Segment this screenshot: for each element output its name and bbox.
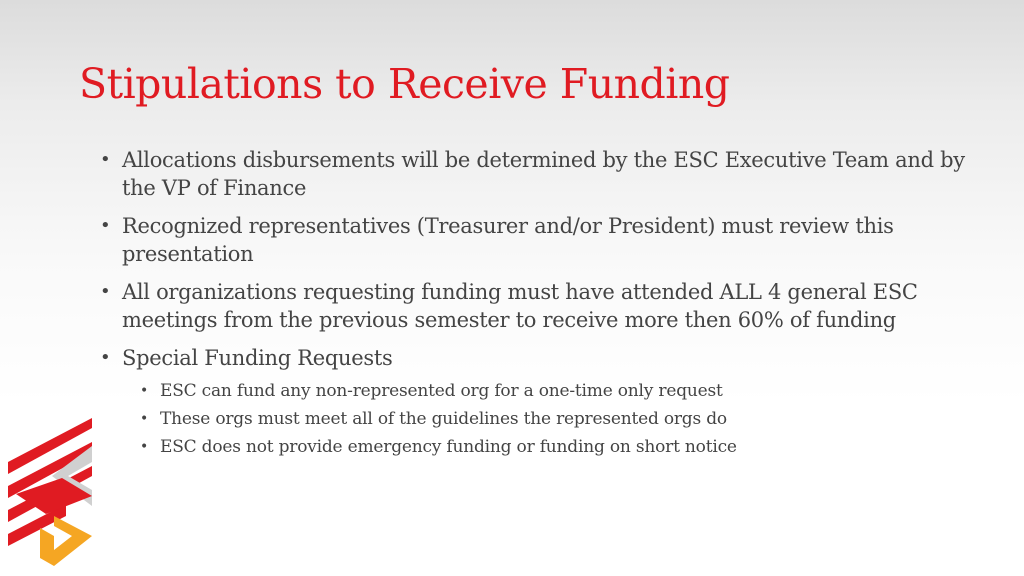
bullet-text: Allocations disbursements will be determined by the ESC Executive Team and by the VP of Finance [122, 148, 965, 200]
bullet-item [100, 146, 980, 202]
bullet-item [100, 212, 980, 268]
logo-orange-chevron [54, 516, 92, 566]
sub-bullet-item [122, 405, 980, 433]
bullet-text: Special Funding Requests [122, 346, 393, 370]
bullet-item [100, 344, 980, 461]
sub-bullet-item [122, 377, 980, 405]
bullet-dot-icon: • [100, 215, 111, 236]
sub-bullet-text: These orgs must meet all of the guidelines the represented orgs do [160, 409, 727, 429]
bullet-dot-icon: • [100, 281, 111, 302]
esc-logo-icon [6, 418, 100, 568]
sub-bullet-dot-icon: • [140, 411, 149, 427]
bullet-text: Recognized representatives (Treasurer and/or President) must review this presentation [122, 214, 894, 266]
logo-orange-band [40, 528, 54, 566]
bullet-text: All organizations requesting funding must have attended ALL 4 general ESC meetings from the previous semester to receive more then 60% of funding [122, 280, 918, 332]
bullet-list [100, 146, 980, 471]
bullet-dot-icon: • [100, 347, 111, 368]
bullet-dot-icon: • [100, 149, 111, 170]
sub-bullet-dot-icon: • [140, 383, 149, 399]
sub-bullet-text: ESC does not provide emergency funding or funding on short notice [160, 437, 737, 457]
bullet-item [100, 278, 980, 334]
slide-title: Stipulations to Receive Funding [79, 60, 730, 108]
sub-bullet-list [122, 377, 980, 461]
sub-bullet-dot-icon: • [140, 439, 149, 455]
sub-bullet-text: ESC can fund any non-represented org for a one-time only request [160, 381, 723, 401]
sub-bullet-item [122, 433, 980, 461]
